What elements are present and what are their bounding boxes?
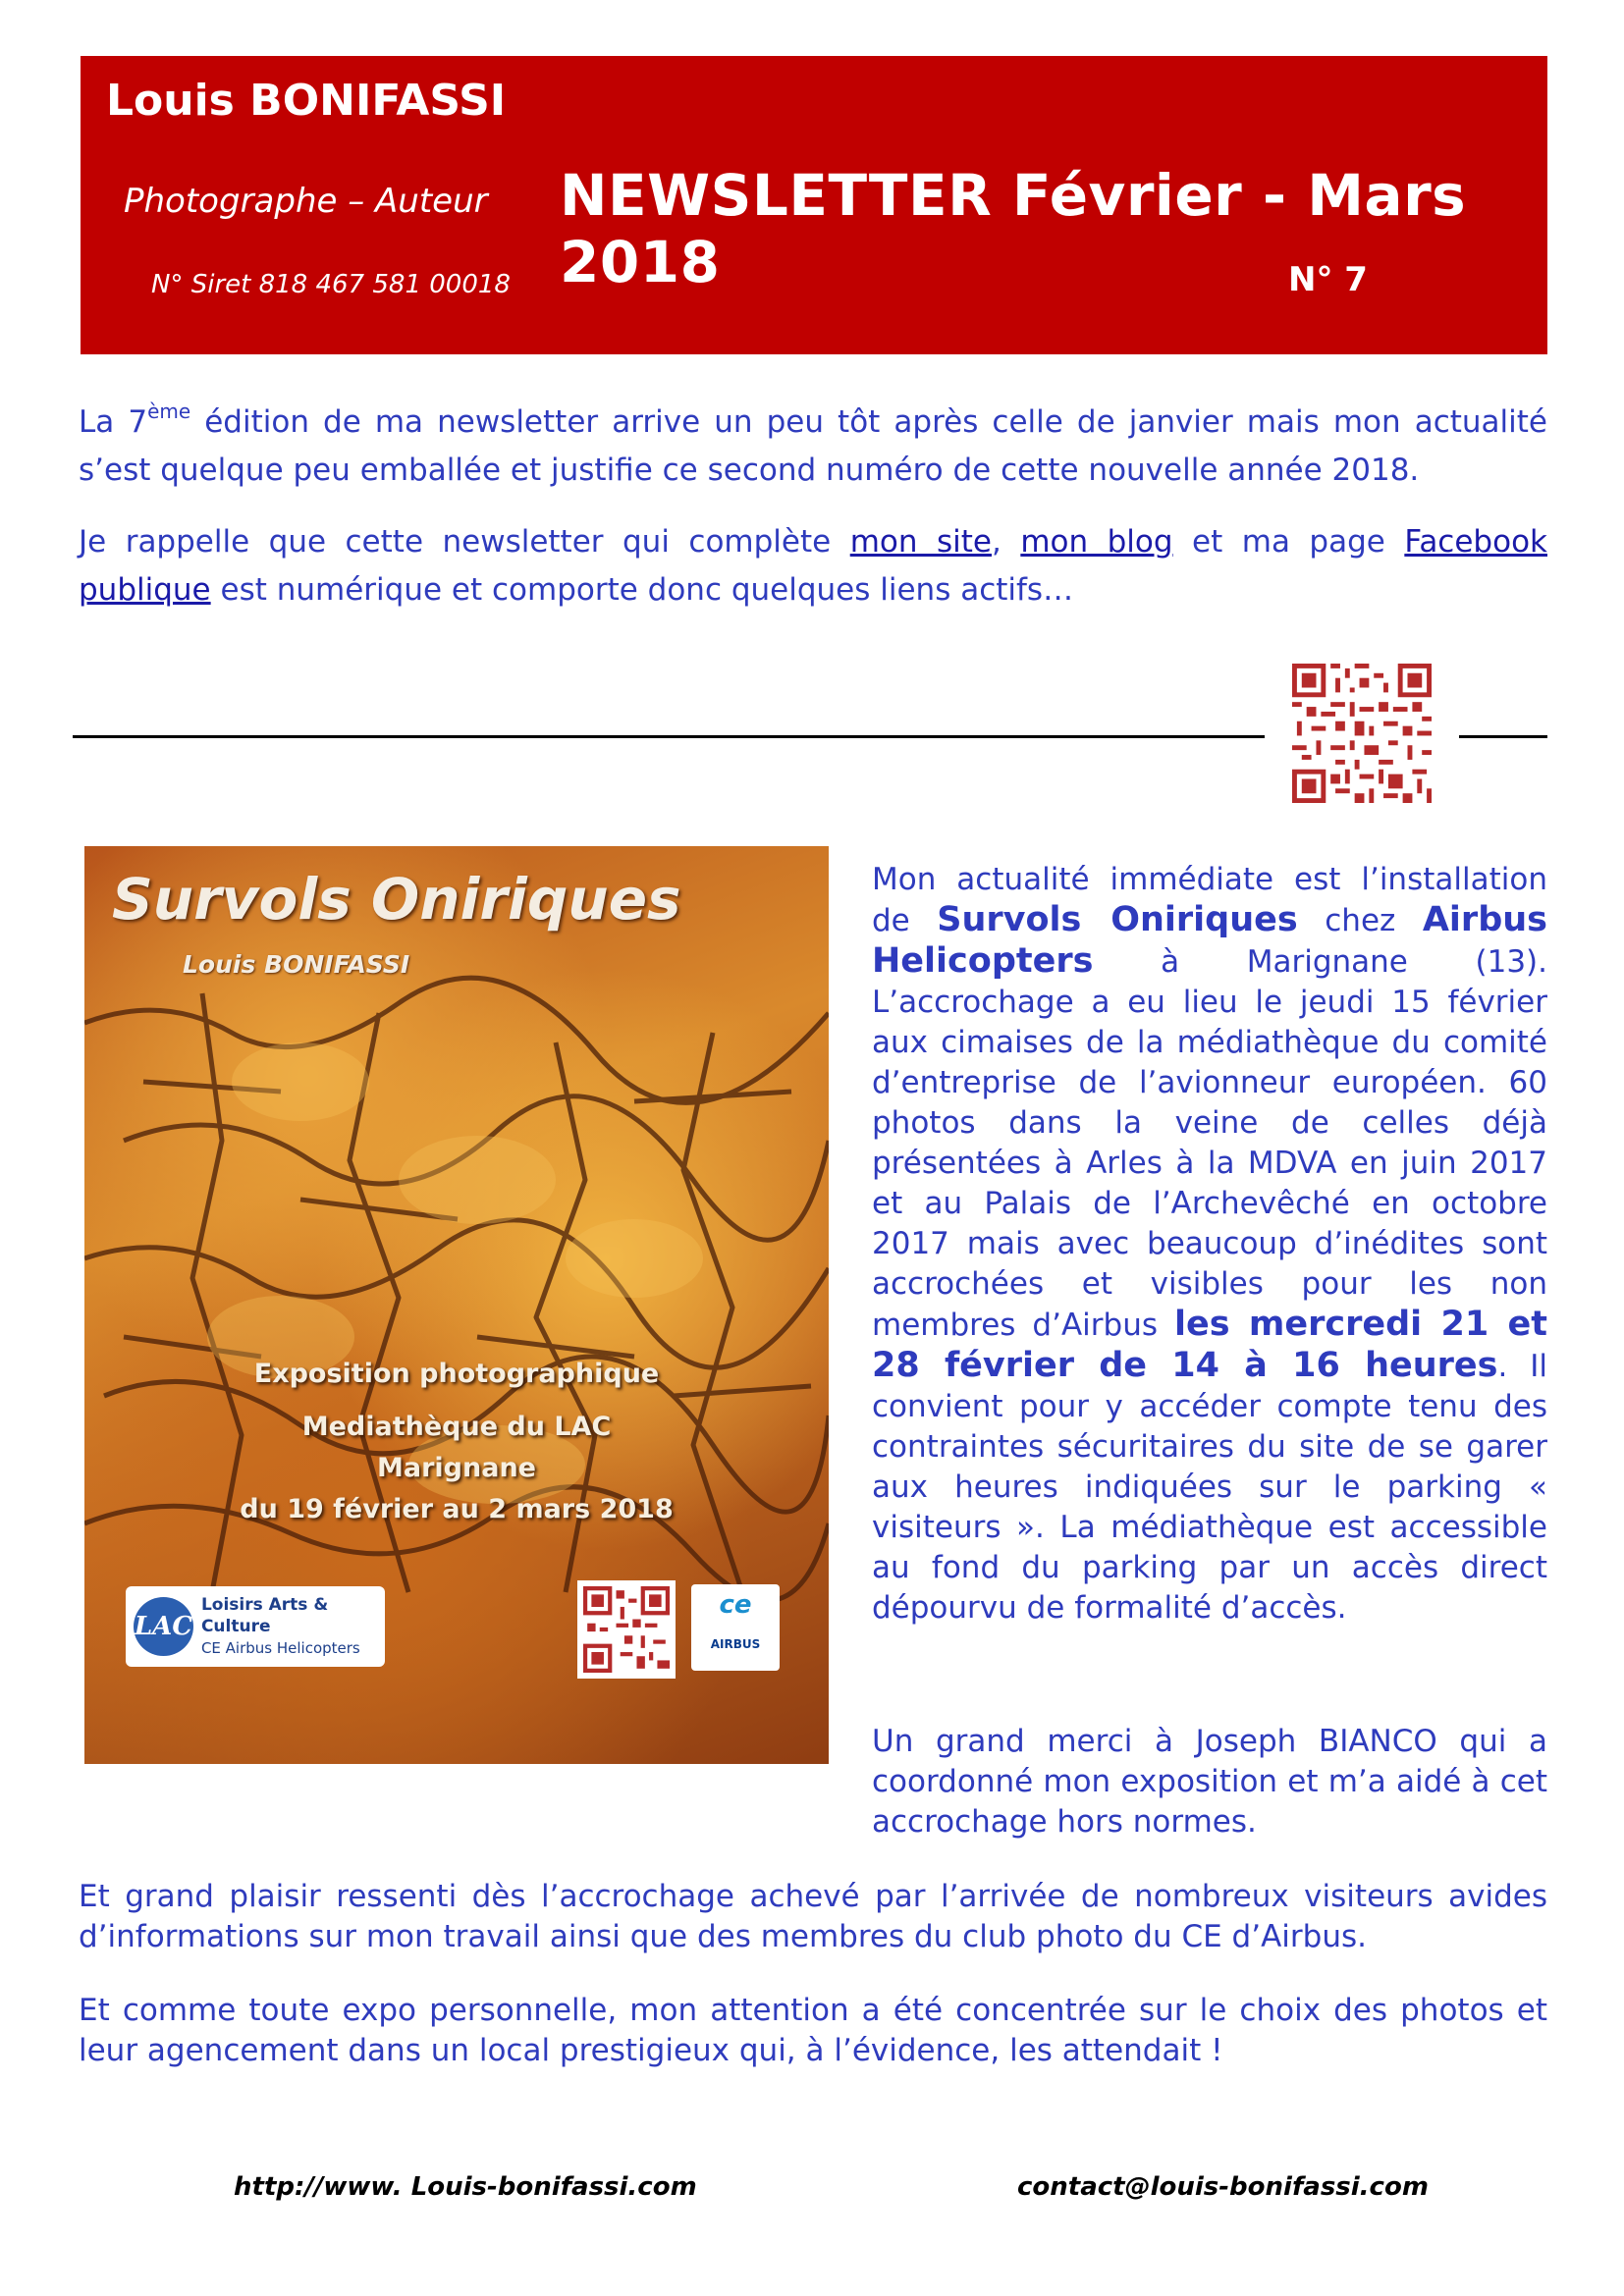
- newsletter-header: [81, 56, 1547, 354]
- exhibition-poster: [84, 846, 829, 1764]
- poster-qr-code-icon: [577, 1580, 676, 1679]
- qr-code-icon[interactable]: [1292, 664, 1432, 803]
- poster-line-4: du 19 février au 2 mars 2018: [240, 1494, 674, 1524]
- footer-email[interactable]: contact@louis-bonifassi.com: [1017, 2172, 1429, 2202]
- divider-right: [1459, 735, 1547, 738]
- closing-paragraph-2: Et comme toute expo personnelle, mon attention a été concentrée sur le choix des photos et leur agencement dans un local prestigieux qui, à l’évidence, les attendait !: [79, 1993, 1547, 2068]
- lac-name: Loisirs Arts & Culture: [200, 1595, 329, 1636]
- poster-title: Survols Oniriques: [112, 866, 681, 933]
- lac-mark: LAC: [134, 1597, 193, 1656]
- intro-paragraph-2: [79, 518, 1547, 614]
- poster-line-3: Marignane: [377, 1453, 536, 1483]
- airbus-ce-logo: [691, 1584, 780, 1671]
- lac-subtitle: CE Airbus Helicopters: [200, 1639, 360, 1657]
- footer-website[interactable]: http://www. Louis-bonifassi.com: [234, 2172, 697, 2202]
- intro-superscript: ème: [147, 400, 191, 423]
- intro2-text-mid: et ma page: [1172, 524, 1405, 560]
- author-subtitle: Photographe – Auteur: [124, 182, 488, 221]
- closing-paragraph-1: Et grand plaisir ressenti dès l’accrochage achevé par l’arrivée de nombreux visiteurs avides d’informations sur mon travail ainsi que des membres du club photo du CE d’Airbus.: [79, 1879, 1547, 1954]
- author-name: Louis BONIFASSI: [106, 76, 507, 126]
- intro-text: La 7: [79, 404, 148, 440]
- intro2-text: Je rappelle que cette newsletter qui complète: [79, 524, 850, 560]
- poster-author: Louis BONIFASSI: [183, 950, 410, 979]
- facebook-link[interactable]: Facebook publique: [79, 524, 1547, 608]
- airbus-ce-mark: ce: [719, 1590, 752, 1620]
- poster-line-1: Exposition photographique: [253, 1359, 660, 1389]
- article-bold-exhibition: Survols Oniriques: [937, 900, 1298, 939]
- intro2-separator: ,: [991, 524, 1021, 560]
- airbus-wordmark: AIRBUS: [710, 1637, 761, 1651]
- article-text-2: chez: [1297, 903, 1423, 938]
- article-text-1: Mon actualité immédiate est l’installation de: [872, 862, 1547, 938]
- blog-link[interactable]: mon blog: [1020, 524, 1173, 560]
- newsletter-title: NEWSLETTER Février - Mars 2018: [560, 162, 1467, 295]
- article-bold-dates: les mercredi 21 et 28 février de 14 à 16 heures: [872, 1305, 1548, 1385]
- lac-logo: [126, 1586, 385, 1667]
- intro-text-rest: édition de ma newsletter arrive un peu tôt après celle de janvier mais mon actualité s’est quelque peu emballée et justifie ce second numéro de cette nouvelle année 2018.: [79, 404, 1547, 488]
- intro2-text-end: est numérique et comporte donc quelques liens actifs…: [210, 572, 1074, 608]
- site-link[interactable]: mon site: [849, 524, 992, 560]
- article-paragraph: [872, 860, 1547, 1629]
- article-bold-airbus: Airbus Helicopters: [872, 900, 1547, 981]
- article-text-3: à Marignane (13). L’accrochage a eu lieu le jeudi 15 février aux cimaises de la médiathèque du comité d’entreprise de l’avionneur européen. 60 photos dans la veine de celles déjà présentées à Arles à la MDVA en juin 2017 et au Palais de l’Archevêché en octobre 2017 mais avec beaucoup d’inédites sont accrochées et visibles pour les non membres d’Airbus: [872, 944, 1547, 1343]
- siret-number: N° Siret 818 467 581 00018: [151, 270, 511, 299]
- intro-paragraph-1: [79, 399, 1547, 495]
- issue-number: N° 7: [1288, 260, 1368, 299]
- divider-left: [73, 735, 1265, 738]
- lac-text: [201, 1594, 377, 1659]
- thanks-paragraph: Un grand merci à Joseph BIANCO qui a coordonné mon exposition et m’a aidé à cet accrochage hors normes.: [872, 1724, 1547, 1840]
- article-text-4: . Il convient pour y accéder compte tenu des contraintes sécuritaires du site de se garer aux heures indiquées sur le parking « visiteurs ». La médiathèque est accessible au fond du parking par un accès direct dépourvu de formalité d’accès.: [872, 1349, 1547, 1626]
- poster-line-2: Mediathèque du LAC: [301, 1412, 612, 1442]
